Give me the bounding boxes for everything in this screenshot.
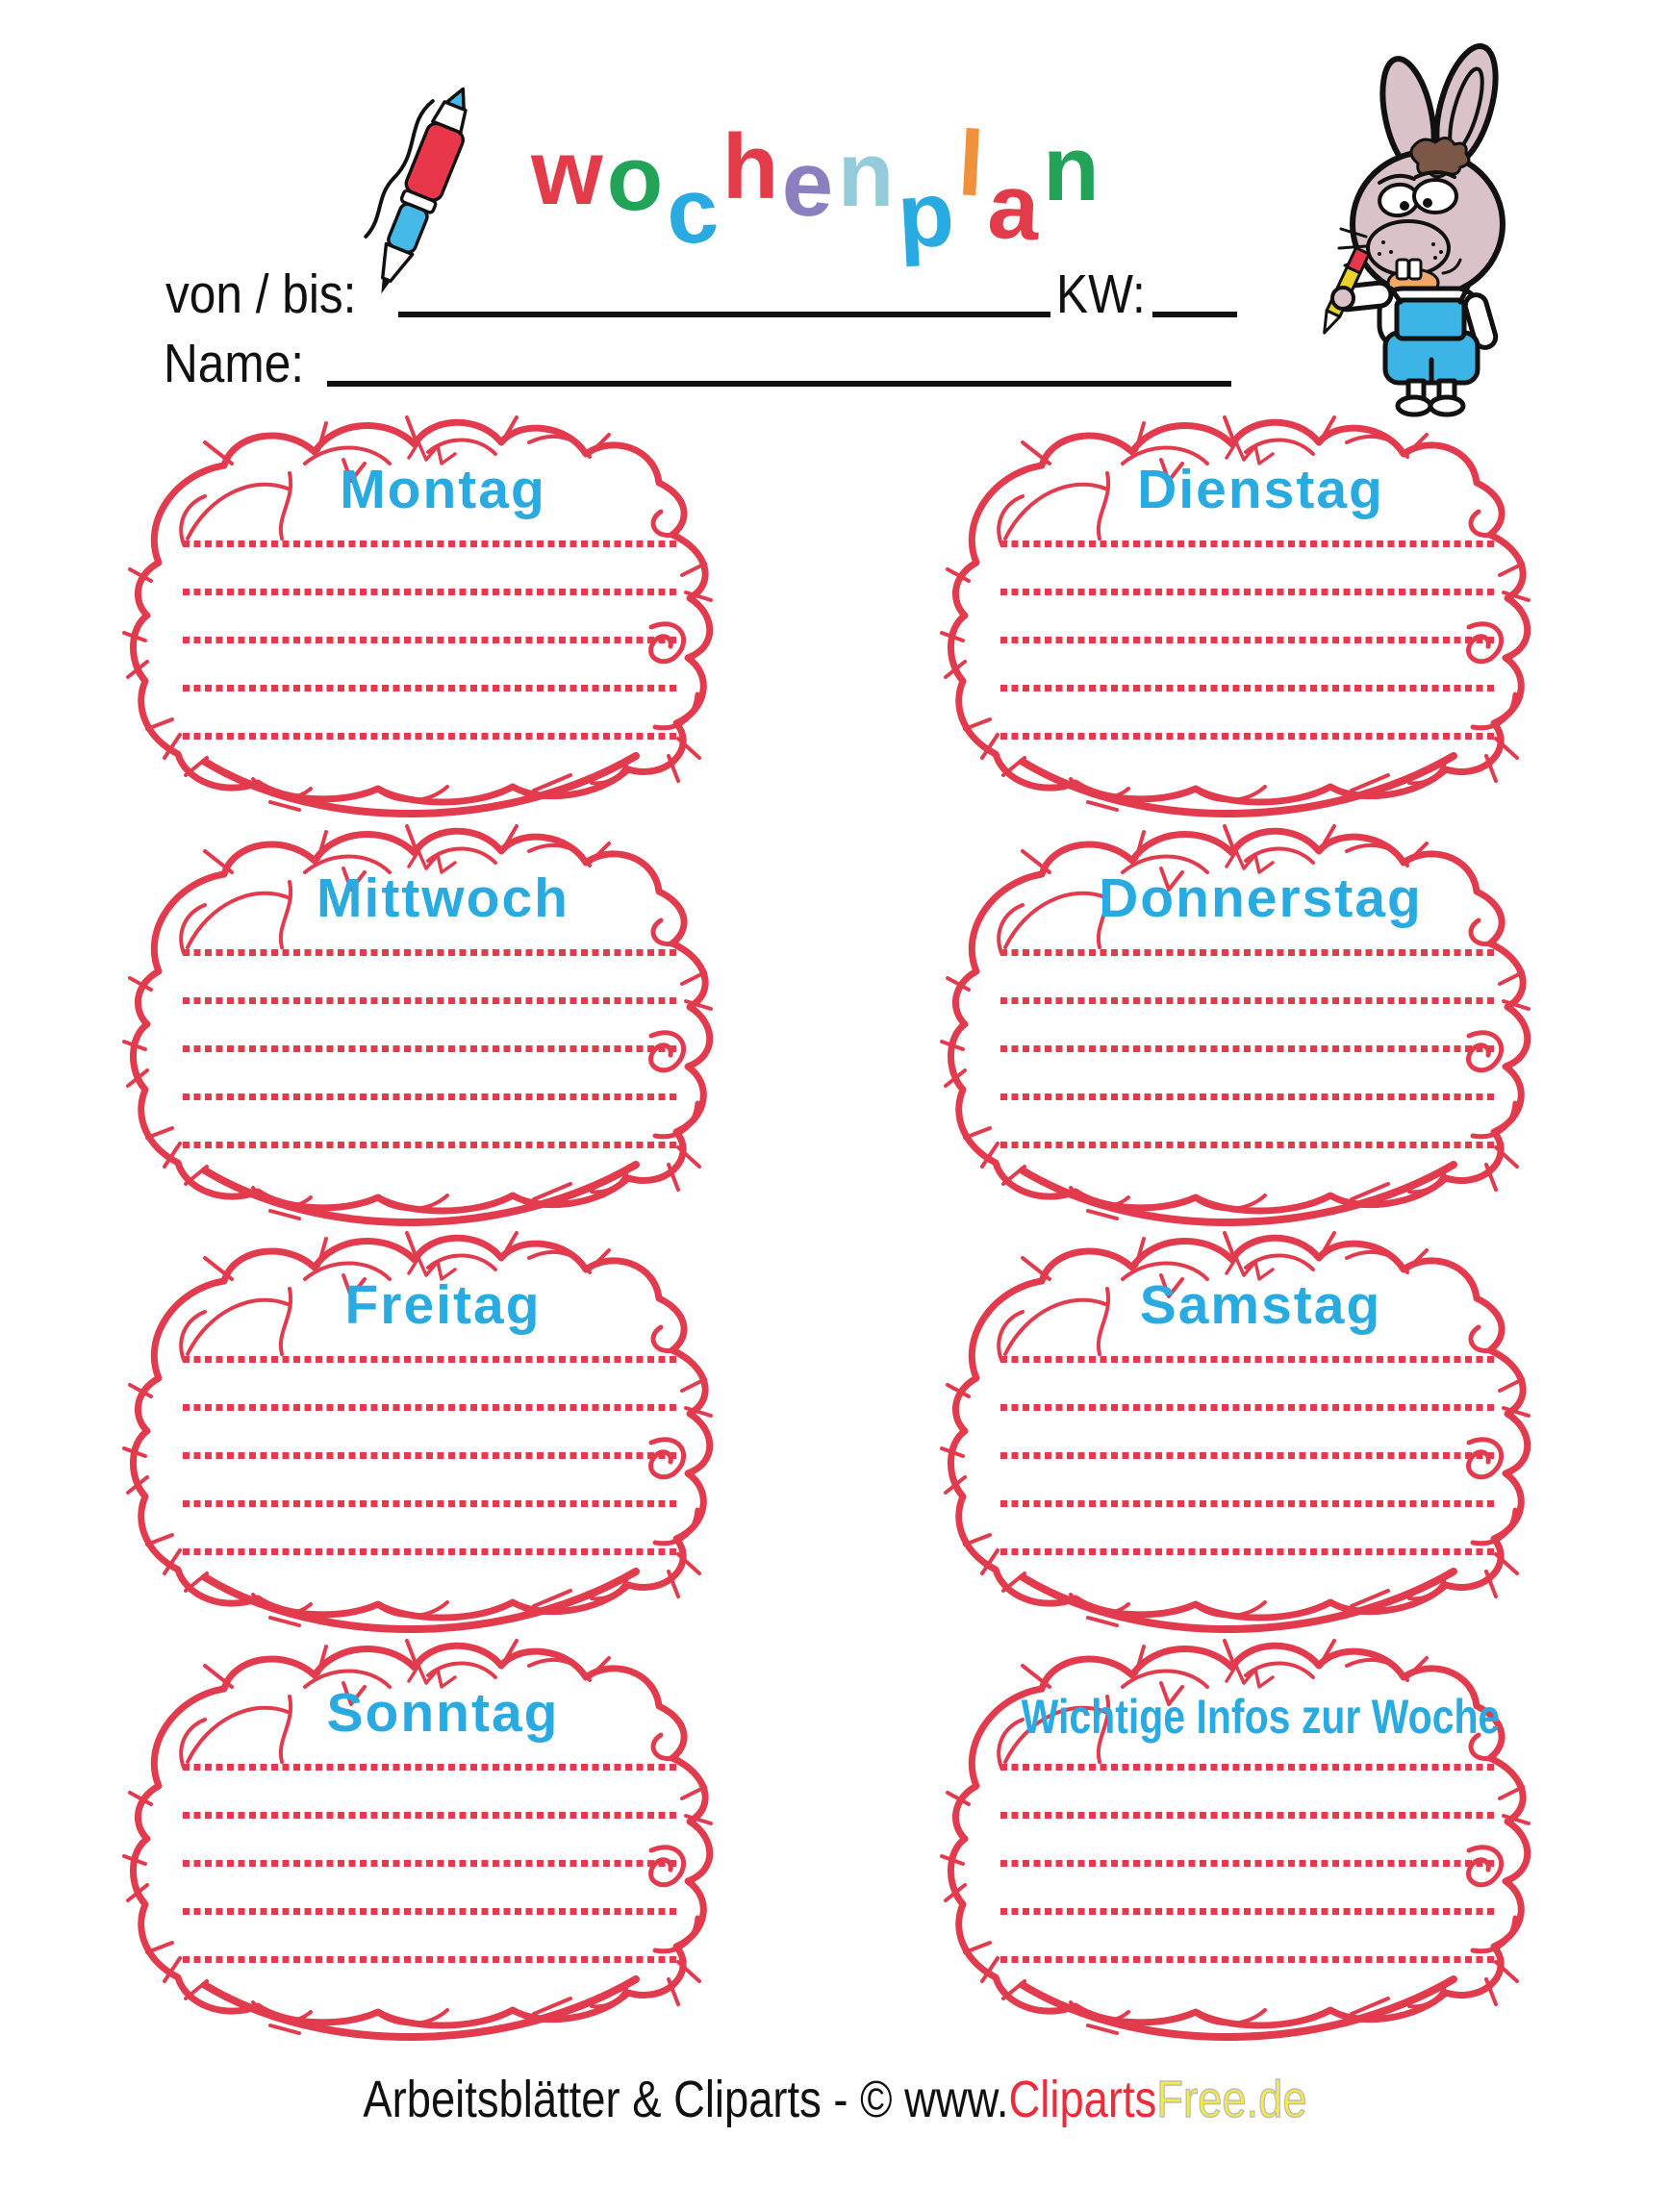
title-letter: p — [895, 162, 961, 268]
dotted-line — [183, 540, 678, 547]
dotted-line — [183, 1356, 678, 1363]
dotted-line — [183, 685, 678, 691]
title-letter: a — [984, 154, 1046, 261]
footer-credit — [134, 2070, 1536, 2129]
dotted-line — [1000, 685, 1496, 691]
writing-lines — [1000, 1356, 1496, 1596]
dotted-line — [183, 1812, 678, 1819]
title-letter: n — [1043, 117, 1103, 220]
writing-lines — [1000, 540, 1496, 781]
footer-brand-cliparts: Cliparts — [1008, 2071, 1157, 2128]
dotted-line — [1000, 1860, 1496, 1867]
dotted-line — [1000, 1908, 1496, 1915]
dotted-line — [1000, 637, 1496, 643]
dotted-line — [183, 1764, 678, 1771]
dotted-line — [1000, 540, 1496, 547]
dotted-line — [1000, 1764, 1496, 1771]
dotted-line — [1000, 1812, 1496, 1819]
dotted-line — [183, 589, 678, 595]
dotted-line — [1000, 997, 1496, 1004]
dotted-line — [183, 637, 678, 643]
name-line — [327, 381, 1231, 387]
title-letter: h — [721, 115, 783, 218]
box-wichtige-infos — [909, 1627, 1578, 2026]
bunny-with-pencil-icon — [1320, 46, 1575, 416]
box-montag — [91, 404, 760, 803]
dotted-line — [1000, 1045, 1496, 1052]
dotted-line — [183, 1452, 678, 1459]
box-mittwoch — [91, 813, 760, 1212]
dotted-line — [1000, 949, 1496, 956]
writing-lines — [183, 1764, 678, 2004]
dotted-line — [1000, 1452, 1496, 1459]
box-dienstag — [909, 404, 1578, 803]
dotted-line — [1000, 589, 1496, 595]
dotted-line — [183, 1548, 678, 1555]
title-letter: o — [606, 127, 668, 230]
kw-label: KW: — [1056, 264, 1146, 325]
footer-brand-free-de: Free.de — [1156, 2071, 1307, 2128]
dotted-line — [183, 1500, 678, 1507]
box-sonntag — [91, 1627, 760, 2026]
page-title-word — [531, 112, 1147, 287]
box-title: Samstag — [1139, 1274, 1382, 1336]
dotted-line — [1000, 1142, 1496, 1148]
title-letter: n — [837, 123, 898, 226]
von-bis-line — [398, 312, 1050, 317]
name-label: Name: — [164, 333, 305, 394]
footer-text: Arbeitsblätter & Cliparts - © www. — [363, 2071, 1009, 2128]
dotted-line — [1000, 1500, 1496, 1507]
dotted-line — [183, 1956, 678, 1963]
box-title: Wichtige Infos zur Woche — [1021, 1690, 1501, 1744]
dotted-line — [183, 733, 678, 740]
writing-lines — [183, 949, 678, 1190]
writing-lines — [1000, 949, 1496, 1190]
writing-lines — [183, 1356, 678, 1596]
box-title: Freitag — [344, 1274, 542, 1336]
dotted-line — [1000, 1956, 1496, 1963]
dotted-line — [1000, 1404, 1496, 1411]
box-title: Sonntag — [326, 1682, 560, 1744]
dotted-line — [1000, 733, 1496, 740]
box-title: Montag — [340, 459, 546, 520]
dotted-line — [183, 997, 678, 1004]
box-samstag — [909, 1219, 1578, 1619]
box-freitag — [91, 1219, 760, 1619]
von-bis-label: von / bis: — [165, 264, 357, 325]
box-title: Mittwoch — [316, 867, 569, 929]
box-title: Donnerstag — [1099, 867, 1423, 929]
title-letter: c — [663, 158, 726, 264]
title-letter: w — [531, 121, 607, 224]
box-title: Dienstag — [1137, 459, 1384, 520]
writing-lines — [183, 540, 678, 781]
title-letter: e — [780, 132, 840, 237]
dotted-line — [183, 1860, 678, 1867]
dotted-line — [183, 949, 678, 956]
box-donnerstag — [909, 813, 1578, 1212]
dotted-line — [1000, 1093, 1496, 1100]
kw-line — [1152, 312, 1237, 317]
writing-lines — [1000, 1764, 1496, 2004]
dotted-line — [183, 1093, 678, 1100]
dotted-line — [183, 1045, 678, 1052]
dotted-line — [183, 1142, 678, 1148]
dotted-line — [183, 1908, 678, 1915]
dotted-line — [183, 1404, 678, 1411]
dotted-line — [1000, 1356, 1496, 1363]
title-letter: l — [955, 112, 991, 216]
dotted-line — [1000, 1548, 1496, 1555]
